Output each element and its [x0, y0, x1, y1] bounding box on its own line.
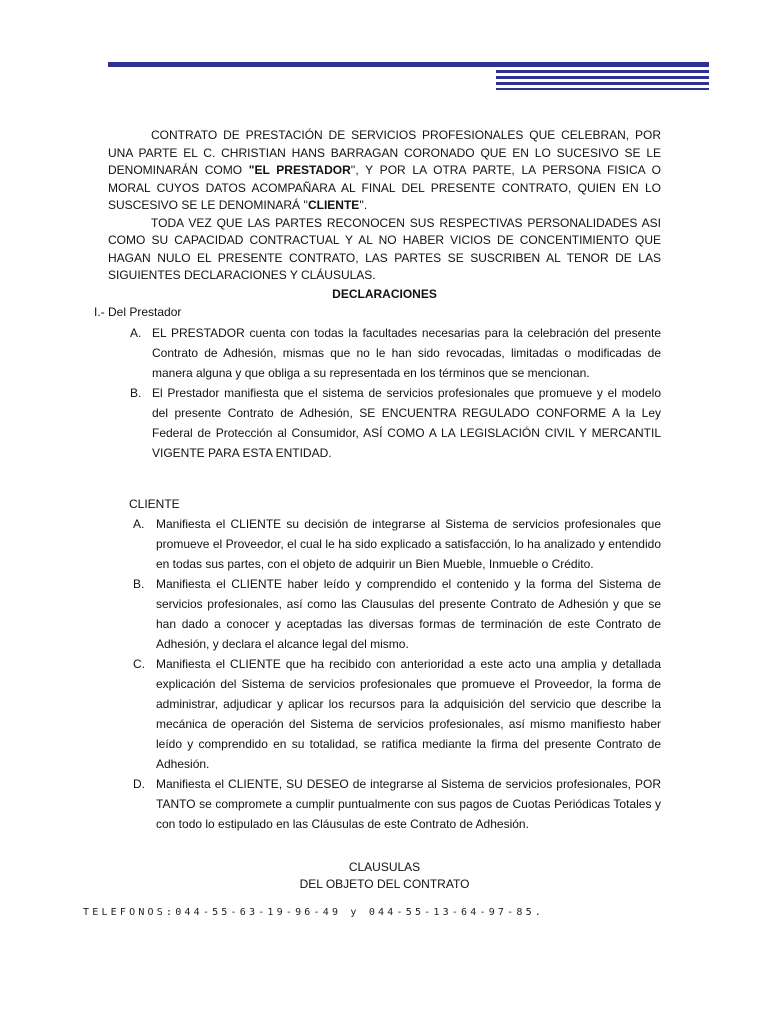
declaraciones-title: DECLARACIONES	[332, 286, 437, 301]
intro-paragraph	[108, 127, 661, 215]
list-marker: B.	[130, 385, 142, 400]
list-item	[108, 323, 661, 383]
list-marker: B.	[133, 577, 145, 591]
list-item-text: Manifiesta el CLIENTE, SU DESEO de integrarse al Sistema de servicios profesionales, POR TANTO se compromete a cumplir puntualmente con sus pagos de Cuotas Periódicas Totales y con todo lo estipulado en las Cláusulas de este Contrato de Adhesión.	[156, 777, 661, 831]
header-bar-stripe	[496, 88, 709, 90]
intro-paragraph-2: TODA VEZ QUE LAS PARTES RECONOCEN SUS RESPECTIVAS PERSONALIDADES ASI COMO SU CAPACIDAD CONTRACTUAL Y AL NO HABER VICIOS DE CONCENTIMIENTO QUE HAGAN NULO EL PRESENTE CONTRATO, LAS PARTES SE SUSCRIBEN AL TENOR DE LAS SIGUIENTES DECLARACIONES Y CLÁUSULAS.	[108, 215, 661, 282]
list-item-text: Manifiesta el CLIENTE su decisión de integrarse al Sistema de servicios profesionales que promueve el Proveedor, el cual le ha sido explicado a satisfacción, lo ha analizado y entendido en todas sus partes, con el objeto de adquirir un Bien Mueble, Inmueble o Crédito.	[156, 517, 661, 571]
list-marker: A.	[130, 325, 142, 340]
header-bar-stripe	[496, 70, 709, 73]
list-item	[108, 774, 661, 834]
document-body	[94, 127, 662, 893]
intro-text: ''.	[359, 198, 368, 212]
header-bar-main	[108, 62, 709, 67]
cliente-list	[108, 514, 661, 834]
list-item-text: Manifiesta el CLIENTE que ha recibido con anterioridad a este acto una amplia y detallada explicación del Sistema de servicios profesionales que promueve el Proveedor, la forma de administrar, adjudicar y aplicar los recursos para la adquisición del servicio que describe la mecánica de operación del Sistema de servicios profesionales, así mismo manifiesto haber leído y comprendido en su totalidad, se ratifica mediante la firma del presente Contrato de Adhesión.	[156, 657, 661, 771]
list-marker: C.	[133, 657, 145, 671]
list-item	[108, 514, 661, 574]
intro-text: CONTRATO DE PRESTACIÓN DE SERVICIOS PROFESIONALES QUE CELEBRAN, POR UNA PARTE EL C. CHRISTIAN HANS BARRAGAN CORONADO QUE EN LO SUCESIVO SE LE DENOMINARÁN COMO	[108, 128, 661, 177]
prestador-list	[108, 323, 661, 463]
list-item-text: EL PRESTADOR cuenta con todas la facultades necesarias para la celebración del presente Contrato de Adhesión, mismas que no le han sido revocadas, limitadas o modificadas de manera alguna y que obliga a su representada en los términos que se mencionan.	[152, 325, 661, 380]
intro-text: '', Y POR LA OTRA PARTE, LA PERSONA FISICA O MORAL CUYOS DATOS ACOMPAÑARA AL FINAL DEL PRESENTE CONTRATO, QUIEN EN LO SUSCESIVO SE LE DENOMINARÁ ''	[108, 163, 662, 212]
list-marker: A.	[133, 517, 145, 531]
list-item	[108, 654, 661, 774]
header-bar-stripe	[496, 76, 709, 79]
clausulas-subtitle: DEL OBJETO DEL CONTRATO	[299, 877, 470, 891]
footer-phones: TELEFONOS:044-55-63-19-96-49 y 044-55-13-64-97-85.	[83, 907, 545, 918]
clausulas-title: CLAUSULAS	[348, 860, 421, 874]
cliente-heading: CLIENTE	[129, 496, 180, 511]
header-bar-stripe	[496, 82, 709, 85]
list-item	[108, 383, 661, 463]
list-item-text: Manifiesta el CLIENTE haber leído y comprendido el contenido y la forma del Sistema de servicios profesionales, así como las Clausulas del presente Contrato de Adhesión y que se han dado a conocer y aceptadas las diversas formas de terminación de este Contrato de Adhesión, y declara el alcance legal del mismo.	[156, 577, 661, 651]
list-marker: D.	[133, 777, 145, 791]
prestador-heading: I.- Del Prestador	[94, 305, 182, 319]
list-item	[108, 574, 661, 654]
list-item-text: El Prestador manifiesta que el sistema de servicios profesionales que promueve y el modelo del presente Contrato de Adhesión, SE ENCUENTRA REGULADO CONFORME A la Ley Federal de Protección al Consumidor, ASÍ COMO A LA LEGISLACIÓN CIVIL Y MERCANTIL VIGENTE PARA ESTA ENTIDAD.	[152, 385, 661, 460]
party-cliente: CLIENTE	[307, 198, 360, 212]
party-prestador: "EL PRESTADOR	[248, 163, 351, 177]
clausulas-section	[108, 859, 661, 893]
